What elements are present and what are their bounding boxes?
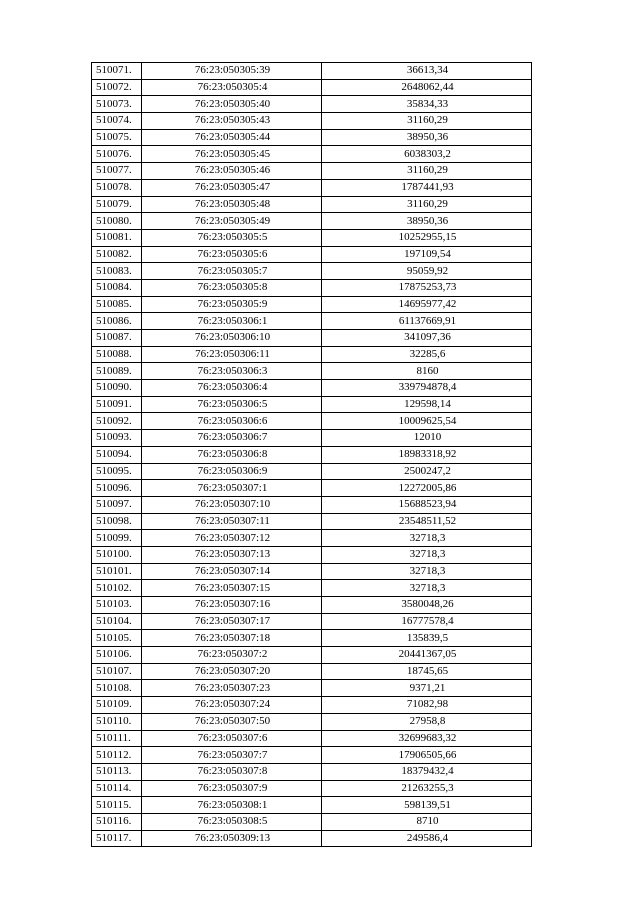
cadastral-number-cell: 76:23:050307:20 xyxy=(142,663,322,680)
table-row xyxy=(92,179,532,196)
row-number-cell: 510114. xyxy=(92,780,142,797)
table-row xyxy=(92,546,532,563)
cadastral-number-cell: 76:23:050305:39 xyxy=(142,63,322,80)
row-number-cell: 510100. xyxy=(92,546,142,563)
row-number-cell: 510089. xyxy=(92,363,142,380)
cadastral-number-cell: 76:23:050307:8 xyxy=(142,763,322,780)
row-number-cell: 510095. xyxy=(92,463,142,480)
table-row xyxy=(92,196,532,213)
table-row xyxy=(92,580,532,597)
cadastral-number-cell: 76:23:050307:16 xyxy=(142,597,322,614)
cadastral-value-cell: 32718,3 xyxy=(322,546,532,563)
cadastral-value-cell: 17875253,73 xyxy=(322,279,532,296)
cadastral-number-cell: 76:23:050306:8 xyxy=(142,446,322,463)
cadastral-value-cell: 23548511,52 xyxy=(322,513,532,530)
cadastral-value-cell: 31160,29 xyxy=(322,196,532,213)
cadastral-number-cell: 76:23:050305:45 xyxy=(142,146,322,163)
table-row xyxy=(92,563,532,580)
table-row xyxy=(92,380,532,397)
table-row xyxy=(92,763,532,780)
cadastral-value-cell: 36613,34 xyxy=(322,63,532,80)
cadastral-number-cell: 76:23:050307:6 xyxy=(142,730,322,747)
cadastral-value-cell: 31160,29 xyxy=(322,163,532,180)
row-number-cell: 510096. xyxy=(92,480,142,497)
cadastral-value-cell: 6038303,2 xyxy=(322,146,532,163)
cadastral-value-cell: 598139,51 xyxy=(322,797,532,814)
row-number-cell: 510098. xyxy=(92,513,142,530)
table-row xyxy=(92,96,532,113)
cadastral-value-cell: 61137669,91 xyxy=(322,313,532,330)
cadastral-value-cell: 10252955,15 xyxy=(322,229,532,246)
cadastral-value-cell: 17906505,66 xyxy=(322,747,532,764)
row-number-cell: 510105. xyxy=(92,630,142,647)
row-number-cell: 510078. xyxy=(92,179,142,196)
table-row xyxy=(92,597,532,614)
row-number-cell: 510087. xyxy=(92,330,142,347)
cadastral-number-cell: 76:23:050307:24 xyxy=(142,697,322,714)
row-number-cell: 510106. xyxy=(92,647,142,664)
cadastral-value-table xyxy=(91,62,532,847)
cadastral-number-cell: 76:23:050305:44 xyxy=(142,129,322,146)
cadastral-number-cell: 76:23:050307:14 xyxy=(142,563,322,580)
cadastral-number-cell: 76:23:050307:12 xyxy=(142,530,322,547)
cadastral-number-cell: 76:23:050307:15 xyxy=(142,580,322,597)
cadastral-value-cell: 14695977,42 xyxy=(322,296,532,313)
table-row xyxy=(92,396,532,413)
table-row xyxy=(92,363,532,380)
table-row xyxy=(92,63,532,80)
cadastral-number-cell: 76:23:050305:40 xyxy=(142,96,322,113)
table-row xyxy=(92,246,532,263)
row-number-cell: 510088. xyxy=(92,346,142,363)
row-number-cell: 510099. xyxy=(92,530,142,547)
row-number-cell: 510102. xyxy=(92,580,142,597)
cadastral-number-cell: 76:23:050307:18 xyxy=(142,630,322,647)
table-row xyxy=(92,496,532,513)
cadastral-number-cell: 76:23:050307:7 xyxy=(142,747,322,764)
row-number-cell: 510092. xyxy=(92,413,142,430)
cadastral-value-cell: 129598,14 xyxy=(322,396,532,413)
cadastral-number-cell: 76:23:050307:17 xyxy=(142,613,322,630)
cadastral-number-cell: 76:23:050306:4 xyxy=(142,380,322,397)
table-row xyxy=(92,813,532,830)
row-number-cell: 510104. xyxy=(92,613,142,630)
cadastral-number-cell: 76:23:050305:46 xyxy=(142,163,322,180)
cadastral-number-cell: 76:23:050305:4 xyxy=(142,79,322,96)
row-number-cell: 510116. xyxy=(92,813,142,830)
cadastral-number-cell: 76:23:050307:2 xyxy=(142,647,322,664)
cadastral-number-cell: 76:23:050307:9 xyxy=(142,780,322,797)
cadastral-number-cell: 76:23:050307:11 xyxy=(142,513,322,530)
cadastral-value-cell: 341097,36 xyxy=(322,330,532,347)
cadastral-number-cell: 76:23:050305:43 xyxy=(142,113,322,130)
table-row xyxy=(92,680,532,697)
row-number-cell: 510093. xyxy=(92,430,142,447)
cadastral-value-cell: 2500247,2 xyxy=(322,463,532,480)
cadastral-value-cell: 10009625,54 xyxy=(322,413,532,430)
row-number-cell: 510071. xyxy=(92,63,142,80)
cadastral-value-cell: 38950,36 xyxy=(322,213,532,230)
cadastral-number-cell: 76:23:050305:8 xyxy=(142,279,322,296)
table-body xyxy=(92,63,532,847)
cadastral-number-cell: 76:23:050305:6 xyxy=(142,246,322,263)
table-row xyxy=(92,747,532,764)
cadastral-value-cell: 197109,54 xyxy=(322,246,532,263)
row-number-cell: 510112. xyxy=(92,747,142,764)
cadastral-number-cell: 76:23:050306:5 xyxy=(142,396,322,413)
row-number-cell: 510111. xyxy=(92,730,142,747)
table-row xyxy=(92,630,532,647)
row-number-cell: 510107. xyxy=(92,663,142,680)
row-number-cell: 510117. xyxy=(92,830,142,847)
table-row xyxy=(92,346,532,363)
cadastral-value-cell: 32718,3 xyxy=(322,580,532,597)
cadastral-value-cell: 18379432,4 xyxy=(322,763,532,780)
cadastral-value-cell: 27958,8 xyxy=(322,713,532,730)
row-number-cell: 510080. xyxy=(92,213,142,230)
table-row xyxy=(92,163,532,180)
table-row xyxy=(92,296,532,313)
table-row xyxy=(92,213,532,230)
row-number-cell: 510083. xyxy=(92,263,142,280)
row-number-cell: 510075. xyxy=(92,129,142,146)
row-number-cell: 510097. xyxy=(92,496,142,513)
row-number-cell: 510101. xyxy=(92,563,142,580)
table-row xyxy=(92,263,532,280)
cadastral-value-cell: 38950,36 xyxy=(322,129,532,146)
cadastral-value-cell: 2648062,44 xyxy=(322,79,532,96)
cadastral-value-cell: 135839,5 xyxy=(322,630,532,647)
table-row xyxy=(92,780,532,797)
table-row xyxy=(92,146,532,163)
table-row xyxy=(92,113,532,130)
table-row xyxy=(92,279,532,296)
row-number-cell: 510084. xyxy=(92,279,142,296)
cadastral-number-cell: 76:23:050307:13 xyxy=(142,546,322,563)
row-number-cell: 510072. xyxy=(92,79,142,96)
cadastral-value-cell: 18983318,92 xyxy=(322,446,532,463)
cadastral-value-cell: 18745,65 xyxy=(322,663,532,680)
cadastral-value-cell: 3580048,26 xyxy=(322,597,532,614)
cadastral-number-cell: 76:23:050306:11 xyxy=(142,346,322,363)
table-row xyxy=(92,663,532,680)
cadastral-value-cell: 12272005,86 xyxy=(322,480,532,497)
row-number-cell: 510086. xyxy=(92,313,142,330)
row-number-cell: 510074. xyxy=(92,113,142,130)
cadastral-value-cell: 71082,98 xyxy=(322,697,532,714)
cadastral-value-cell: 12010 xyxy=(322,430,532,447)
table-row xyxy=(92,463,532,480)
cadastral-value-cell: 95059,92 xyxy=(322,263,532,280)
row-number-cell: 510079. xyxy=(92,196,142,213)
row-number-cell: 510113. xyxy=(92,763,142,780)
cadastral-value-cell: 8710 xyxy=(322,813,532,830)
row-number-cell: 510091. xyxy=(92,396,142,413)
cadastral-number-cell: 76:23:050307:1 xyxy=(142,480,322,497)
table-row xyxy=(92,79,532,96)
cadastral-value-cell: 249586,4 xyxy=(322,830,532,847)
row-number-cell: 510090. xyxy=(92,380,142,397)
table-row xyxy=(92,480,532,497)
row-number-cell: 510077. xyxy=(92,163,142,180)
cadastral-number-cell: 76:23:050305:9 xyxy=(142,296,322,313)
cadastral-value-cell: 35834,33 xyxy=(322,96,532,113)
table-row xyxy=(92,229,532,246)
cadastral-number-cell: 76:23:050305:47 xyxy=(142,179,322,196)
cadastral-number-cell: 76:23:050305:48 xyxy=(142,196,322,213)
table-row xyxy=(92,697,532,714)
row-number-cell: 510076. xyxy=(92,146,142,163)
cadastral-value-cell: 32699683,32 xyxy=(322,730,532,747)
row-number-cell: 510103. xyxy=(92,597,142,614)
table-row xyxy=(92,413,532,430)
table-row xyxy=(92,430,532,447)
cadastral-value-cell: 339794878,4 xyxy=(322,380,532,397)
row-number-cell: 510082. xyxy=(92,246,142,263)
cadastral-number-cell: 76:23:050305:49 xyxy=(142,213,322,230)
cadastral-value-cell: 9371,21 xyxy=(322,680,532,697)
row-number-cell: 510115. xyxy=(92,797,142,814)
cadastral-value-cell: 32285,6 xyxy=(322,346,532,363)
cadastral-number-cell: 76:23:050306:6 xyxy=(142,413,322,430)
cadastral-value-cell: 20441367,05 xyxy=(322,647,532,664)
row-number-cell: 510094. xyxy=(92,446,142,463)
cadastral-number-cell: 76:23:050306:9 xyxy=(142,463,322,480)
cadastral-value-cell: 15688523,94 xyxy=(322,496,532,513)
table-row xyxy=(92,797,532,814)
cadastral-number-cell: 76:23:050305:7 xyxy=(142,263,322,280)
cadastral-value-cell: 21263255,3 xyxy=(322,780,532,797)
table-row xyxy=(92,647,532,664)
table-row xyxy=(92,530,532,547)
cadastral-number-cell: 76:23:050308:1 xyxy=(142,797,322,814)
cadastral-number-cell: 76:23:050309:13 xyxy=(142,830,322,847)
cadastral-number-cell: 76:23:050307:23 xyxy=(142,680,322,697)
row-number-cell: 510110. xyxy=(92,713,142,730)
row-number-cell: 510085. xyxy=(92,296,142,313)
cadastral-value-cell: 32718,3 xyxy=(322,530,532,547)
cadastral-value-cell: 16777578,4 xyxy=(322,613,532,630)
cadastral-value-cell: 1787441,93 xyxy=(322,179,532,196)
row-number-cell: 510073. xyxy=(92,96,142,113)
cadastral-number-cell: 76:23:050306:7 xyxy=(142,430,322,447)
cadastral-number-cell: 76:23:050305:5 xyxy=(142,229,322,246)
table-row xyxy=(92,446,532,463)
table-row xyxy=(92,830,532,847)
table-row xyxy=(92,313,532,330)
row-number-cell: 510081. xyxy=(92,229,142,246)
table-row xyxy=(92,129,532,146)
table-row xyxy=(92,613,532,630)
row-number-cell: 510109. xyxy=(92,697,142,714)
table-row xyxy=(92,730,532,747)
cadastral-number-cell: 76:23:050306:3 xyxy=(142,363,322,380)
table-row xyxy=(92,713,532,730)
cadastral-number-cell: 76:23:050306:10 xyxy=(142,330,322,347)
cadastral-value-cell: 32718,3 xyxy=(322,563,532,580)
row-number-cell: 510108. xyxy=(92,680,142,697)
cadastral-value-cell: 8160 xyxy=(322,363,532,380)
table-row xyxy=(92,513,532,530)
cadastral-number-cell: 76:23:050307:10 xyxy=(142,496,322,513)
cadastral-number-cell: 76:23:050306:1 xyxy=(142,313,322,330)
table-row xyxy=(92,330,532,347)
cadastral-number-cell: 76:23:050307:50 xyxy=(142,713,322,730)
cadastral-value-cell: 31160,29 xyxy=(322,113,532,130)
cadastral-number-cell: 76:23:050308:5 xyxy=(142,813,322,830)
